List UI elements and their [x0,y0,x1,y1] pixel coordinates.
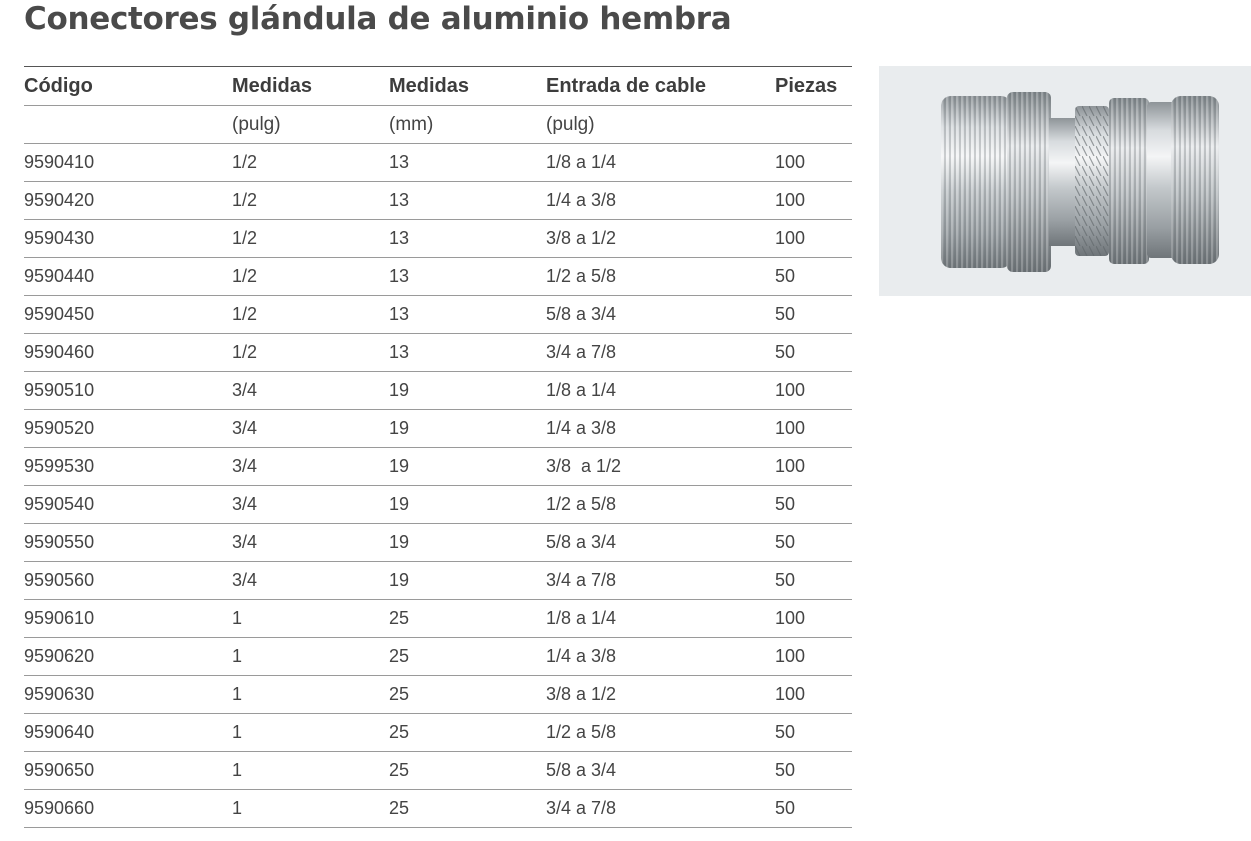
cell-medidas-pulg: 3/4 [232,448,389,486]
table-row [24,182,852,220]
cell-medidas-pulg: 1/2 [232,258,389,296]
table-row [24,258,852,296]
table-row [24,676,852,714]
cell-medidas-pulg: 3/4 [232,410,389,448]
cell-medidas-mm: 13 [389,296,546,334]
cell-piezas: 50 [775,714,852,752]
cell-medidas-mm: 19 [389,448,546,486]
subheader-piezas [775,106,852,144]
cell-codigo: 9590540 [24,486,232,524]
table-row [24,600,852,638]
cell-codigo: 9590520 [24,410,232,448]
cell-entrada-cable: 1/2 a 5/8 [546,486,775,524]
cell-medidas-mm: 13 [389,334,546,372]
table-row [24,714,852,752]
cell-entrada-cable: 3/4 a 7/8 [546,790,775,828]
cell-piezas: 100 [775,638,852,676]
cell-medidas-pulg: 1 [232,752,389,790]
cell-medidas-pulg: 3/4 [232,524,389,562]
cell-codigo: 9590560 [24,562,232,600]
cell-medidas-pulg: 1 [232,790,389,828]
gland-connector-icon [879,66,1251,296]
cell-piezas: 100 [775,448,852,486]
header-entrada-cable: Entrada de cable [546,67,775,106]
table-row [24,334,852,372]
table-row [24,524,852,562]
table-row [24,144,852,182]
cell-medidas-mm: 13 [389,258,546,296]
header-medidas-pulg: Medidas [232,67,389,106]
cell-medidas-pulg: 3/4 [232,486,389,524]
cell-piezas: 100 [775,372,852,410]
cell-codigo: 9590650 [24,752,232,790]
cell-medidas-mm: 19 [389,524,546,562]
page-title: Conectores glándula de aluminio hembra [24,1,732,37]
cell-medidas-pulg: 1 [232,638,389,676]
product-image [879,66,1251,296]
cell-codigo: 9590440 [24,258,232,296]
header-piezas: Piezas [775,67,852,106]
subheader-codigo [24,106,232,144]
cell-entrada-cable: 1/4 a 3/8 [546,182,775,220]
cell-entrada-cable: 5/8 a 3/4 [546,296,775,334]
cell-piezas: 100 [775,600,852,638]
cell-medidas-mm: 25 [389,600,546,638]
cell-entrada-cable: 5/8 a 3/4 [546,752,775,790]
cell-piezas: 50 [775,524,852,562]
cell-codigo: 9590450 [24,296,232,334]
cell-entrada-cable: 1/2 a 5/8 [546,714,775,752]
cell-codigo: 9590640 [24,714,232,752]
cell-entrada-cable: 1/8 a 1/4 [546,372,775,410]
cell-codigo: 9590460 [24,334,232,372]
cell-medidas-pulg: 1 [232,714,389,752]
cell-codigo: 9590620 [24,638,232,676]
cell-piezas: 100 [775,144,852,182]
cell-entrada-cable: 1/2 a 5/8 [546,258,775,296]
cell-codigo: 9590660 [24,790,232,828]
cell-codigo: 9590550 [24,524,232,562]
cell-medidas-mm: 25 [389,752,546,790]
cell-medidas-mm: 19 [389,372,546,410]
cell-codigo: 9590410 [24,144,232,182]
table-row [24,752,852,790]
table-row [24,486,852,524]
cell-entrada-cable: 3/8 a 1/2 [546,448,775,486]
cell-medidas-mm: 25 [389,790,546,828]
cell-medidas-mm: 19 [389,486,546,524]
cell-codigo: 9599530 [24,448,232,486]
cell-piezas: 50 [775,334,852,372]
cell-medidas-mm: 25 [389,676,546,714]
cell-piezas: 100 [775,220,852,258]
cell-codigo: 9590430 [24,220,232,258]
table-row [24,372,852,410]
table-row [24,562,852,600]
product-table [24,66,852,828]
cell-medidas-mm: 13 [389,144,546,182]
cell-medidas-pulg: 1 [232,676,389,714]
table-row [24,220,852,258]
cell-medidas-mm: 13 [389,220,546,258]
cell-medidas-pulg: 1/2 [232,296,389,334]
cell-codigo: 9590630 [24,676,232,714]
cell-entrada-cable: 3/4 a 7/8 [546,334,775,372]
cell-codigo: 9590610 [24,600,232,638]
cell-entrada-cable: 1/4 a 3/8 [546,638,775,676]
cell-piezas: 50 [775,752,852,790]
cell-medidas-pulg: 3/4 [232,562,389,600]
cell-medidas-pulg: 3/4 [232,372,389,410]
header-codigo: Código [24,67,232,106]
cell-codigo: 9590420 [24,182,232,220]
cell-medidas-mm: 13 [389,182,546,220]
header-medidas-mm: Medidas [389,67,546,106]
subheader-pulg: (pulg) [232,106,389,144]
cell-entrada-cable: 1/8 a 1/4 [546,144,775,182]
cell-medidas-pulg: 1 [232,600,389,638]
table-row [24,448,852,486]
cell-medidas-mm: 19 [389,562,546,600]
cell-medidas-pulg: 1/2 [232,220,389,258]
cell-medidas-mm: 25 [389,638,546,676]
cell-piezas: 100 [775,676,852,714]
cell-piezas: 100 [775,182,852,220]
cell-piezas: 50 [775,258,852,296]
cell-entrada-cable: 5/8 a 3/4 [546,524,775,562]
cell-medidas-pulg: 1/2 [232,182,389,220]
subheader-cable-pulg: (pulg) [546,106,775,144]
subheader-mm: (mm) [389,106,546,144]
cell-entrada-cable: 1/8 a 1/4 [546,600,775,638]
cell-medidas-mm: 19 [389,410,546,448]
cell-medidas-mm: 25 [389,714,546,752]
table-subheader-row [24,106,852,144]
table-row [24,638,852,676]
table-header-row [24,67,852,106]
cell-codigo: 9590510 [24,372,232,410]
cell-piezas: 50 [775,562,852,600]
cell-entrada-cable: 3/8 a 1/2 [546,676,775,714]
cell-piezas: 50 [775,296,852,334]
cell-entrada-cable: 3/4 a 7/8 [546,562,775,600]
cell-medidas-pulg: 1/2 [232,144,389,182]
cell-medidas-pulg: 1/2 [232,334,389,372]
table-row [24,296,852,334]
cell-entrada-cable: 1/4 a 3/8 [546,410,775,448]
cell-piezas: 100 [775,410,852,448]
cell-entrada-cable: 3/8 a 1/2 [546,220,775,258]
cell-piezas: 50 [775,486,852,524]
table-row [24,410,852,448]
cell-piezas: 50 [775,790,852,828]
table-row [24,790,852,828]
